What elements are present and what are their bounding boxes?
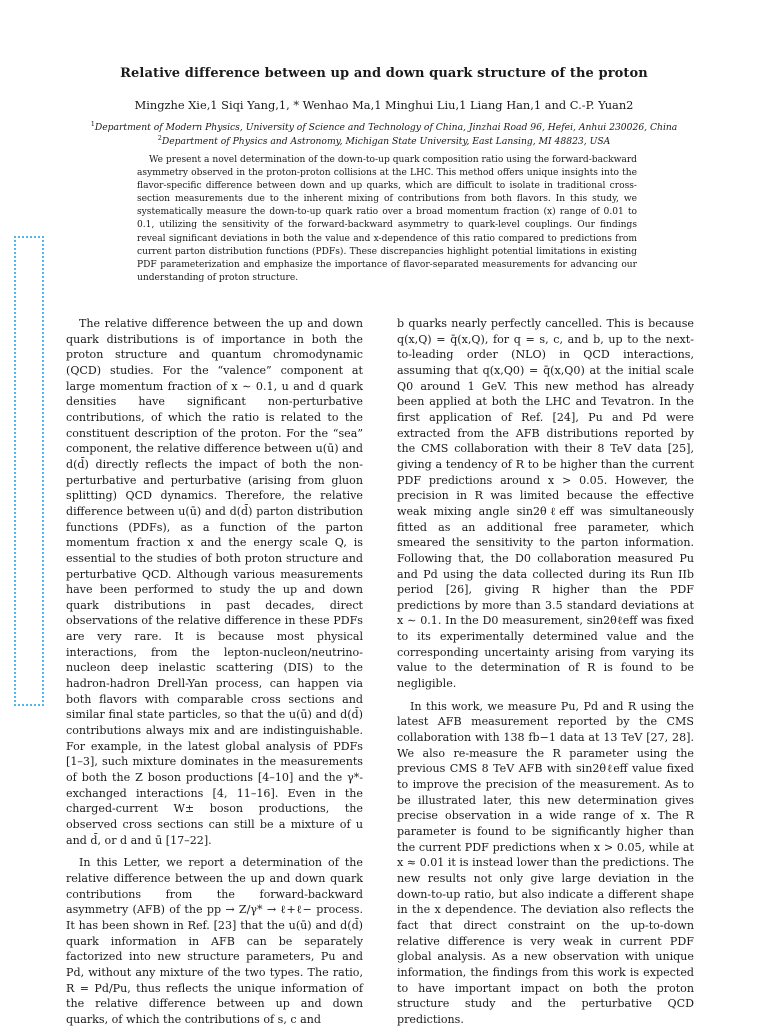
paragraph: In this Letter, we report a determination of the relative difference between the up and down quark contributions from the forward-backward asymmetry (AFB) of the pp → Z/γ* → ℓ+ℓ− process. It has been shown in Ref. [23] that the u(ū) and d(d̄) quark information in AFB can be separately factorized into new structure parameters, Pu and Pd, without any mixture of the two types. The ratio, R = Pd/Pu, thus reflects the unique information of the relative difference between up and down quarks, of which the contributions of s, c and <box>66 856 363 1026</box>
paper-title: Relative difference between up and down quark structure of the proton <box>120 66 648 81</box>
left-column <box>66 316 363 1035</box>
paragraph: The relative difference between the up and down quark distributions is of importance in both the proton structure and quantum chromodynamic (QCD) studies. For the “valence” component at large momentum fraction of x ∼ 0.1, u and d quark densities have significant non-perturbative contributions, of which the ratio is related to the constituent description of the proton. For the “sea” component, the relative difference between u(ū) and d(d̄) directly reflects the impact of both the non-perturbative and perturbative (arising from gluon splitting) QCD dynamics. Therefore, the relative difference between u(ū) and d(d̄) parton distribution functions (PDFs), as a function of the parton momentum fraction x and the energy scale Q, is essential to the studies of both proton structure and perturbative QCD. Although various measurements have been performed to study the up and down quark distributions in past decades, direct observations of the relative difference in these PDFs are very rare. It is because most physical interactions, from the lepton-nucleon/neutrino-nucleon deep inelastic scattering (DIS) to the hadron-hadron Drell-Yan process, can happen via both flavors with comparable cross sections and similar final state particles, so that the u(ū) and d(d̄) contributions always mix and are indistinguishable. For example, in the latest global analysis of PDFs [1–3], such mixture dominates in the measurements of both the Z boson productions [4–10] and the γ*-exchanged interactions [4, 11–16]. Even in the charged-current W± boson productions, the observed cross sections can still be a mixture of u and d̄, or d and ū [17–22]. <box>66 317 363 847</box>
right-column <box>397 316 694 1035</box>
abstract-text: We present a novel determination of the down-to-up quark composition ratio using the forward-backward asymmetry observed in the proton-proton collisions at the LHC. This method offers unique insights into the flavor-specific difference between down and up quarks, which are difficult to isolate in traditional cross-section measurements due to the inherent mixing of contributions from both flavors. In this study, we systematically measure the down-to-up quark ratio over a broad momentum fraction (x) range of 0.01 to 0.1, utilizing the sensitivity of the forward-backward asymmetry to quark-level couplings. Our findings reveal significant deviations in both the value and x-dependence of this ratio compared to predictions from current parton distribution functions (PDFs). These discrepancies highlight potential limitations in existing PDF parameterization and emphasize the importance of flavor-separated measurements for advancing our understanding of proton structure. <box>137 155 637 283</box>
author-list: Mingzhe Xie,1 Siqi Yang,1, * Wenhao Ma,1 Minghui Liu,1 Liang Han,1 and C.-P. Yuan2 <box>134 98 634 112</box>
affiliation-1: $^1$Department of Modern Physics, University of Science and Technology of China, Jinzhai Road 96, Hefei, Anhui 230026, China <box>90 119 678 133</box>
affiliation-2: $^2$Department of Physics and Astronomy, Michigan State University, East Lansing, MI 48823, USA <box>157 133 611 147</box>
affiliations <box>0 121 768 148</box>
paragraph: b quarks nearly perfectly cancelled. This is because q(x,Q) = q̄(x,Q), for q = s, c, and b, up to the next-to-leading order (NLO) in QCD interactions, assuming that q(x,Q0) = q̄(x,Q0) at the initial scale Q0 around 1 GeV. This new method has already been applied at both the LHC and Tevatron. In the first application of Ref. [24], Pu and Pd were extracted from the AFB distributions reported by the CMS collaboration with their 8 TeV data [25], giving a tendency of R to be higher than the current PDF predictions around x > 0.05. However, the precision in R was limited because the effective weak mixing angle sin2θℓeff was simultaneously fitted as an additional free parameter, which smeared the sensitivity to the parton information. Following that, the D0 collaboration measured Pu and Pd using the data collected during its Run IIb period [26], giving R higher than the PDF predictions by more than 3.5 standard deviations at x ∼ 0.1. In the D0 measurement, sin2θℓeff was fixed to its experimentally determined value and the corresponding uncertainty arising from varying its value to the determination of R is found to be negligible. <box>397 317 694 691</box>
paragraph: In this work, we measure Pu, Pd and R using the latest AFB measurement reported by the CMS collaboration with 138 fb−1 data at 13 TeV [27, 28]. We also re-measure the R parameter using the previous CMS 8 TeV AFB with sin2θℓeff value fixed to improve the precision of the measurement. As to be illustrated later, this new determination gives precise observation in a wide range of x. The R parameter is found to be significantly higher than the current PDF predictions when x > 0.05, while at x ≈ 0.01 it is instead lower than the predictions. The new results not only give large deviation in the down-to-up ratio, but also indicate a different shape in the x dependence. The deviation also reflects the fact that direct constraint on the up-to-down relative difference is very weak in current PDF global analysis. As a new observation with unique information, the findings from this work is expected to have important impact on both the proton structure study and the perturbative QCD predictions. <box>397 699 695 1026</box>
arxiv-margin-stamp <box>14 236 44 706</box>
abstract <box>137 154 637 285</box>
